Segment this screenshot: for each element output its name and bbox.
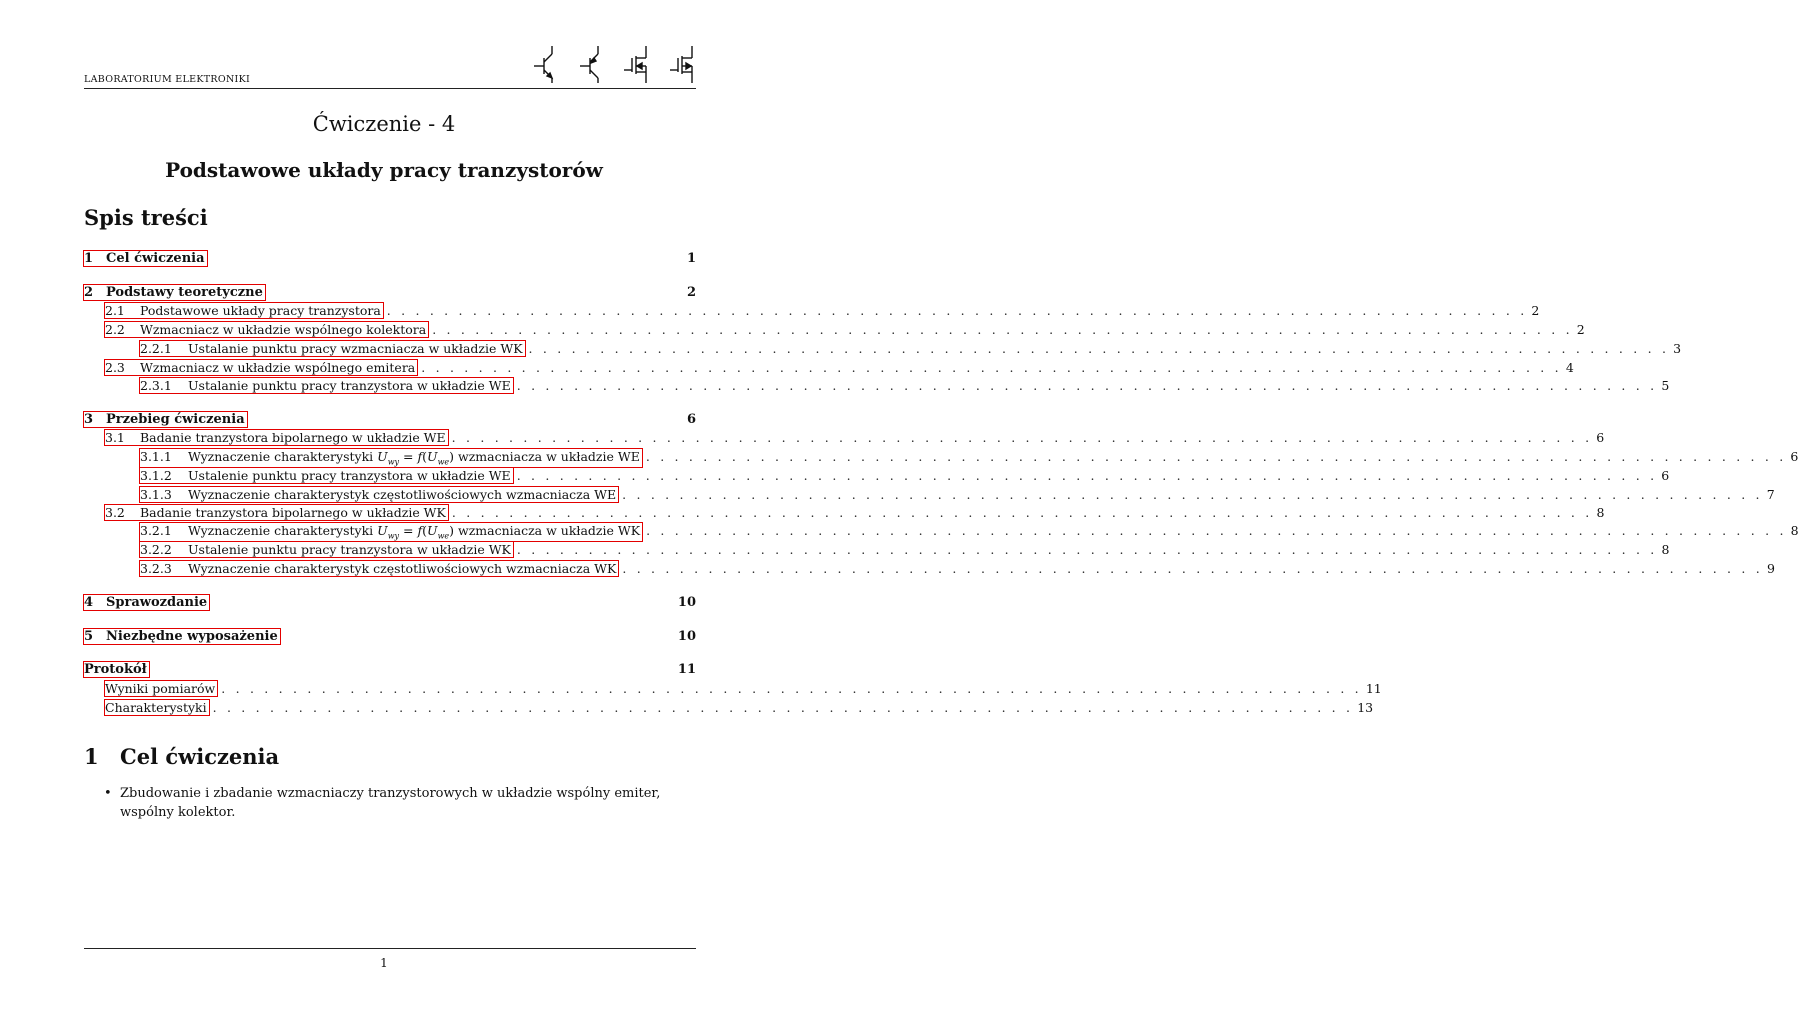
npn-transistor-icon — [534, 46, 552, 83]
bullet-text: Zbudowanie i zbadanie wzmacniaczy tranzystorowych w układzie wspólny emiter, wspólny kolektor. — [120, 786, 661, 820]
toc-link[interactable] — [140, 378, 513, 393]
toc-leader: . . . . . . . . . . . . . . . . . . . . . . . . . . . . . . . . . . . . . . . . . . . . . . . . . . . . . . . . . . . . . . . . . . . . . . . . . . . . . . . . — [528, 341, 1670, 356]
toc-leader: . . . . . . . . . . . . . . . . . . . . . . . . . . . . . . . . . . . . . . . . . . . . . . . . . . . . . . . . . . . . . . . . . . . . . . . . . . . . . . . . — [432, 322, 1573, 337]
toc-leader: . . . . . . . . . . . . . . . . . . . . . . . . . . . . . . . . . . . . . . . . . . . . . . . . . . . . . . . . . . . . . . . . . . . . . . . . . . . . . . . . — [221, 681, 1362, 696]
toc-label: Ustalenie punktu pracy tranzystora w układzie WK — [188, 542, 511, 557]
toc-page-number: 9 — [1766, 561, 1775, 576]
toc-label: Ustalanie punktu pracy tranzystora w układzie WE — [188, 378, 511, 393]
toc-page-number: 10 — [677, 629, 696, 644]
toc-page-number: 2 — [686, 285, 696, 300]
toc-label: Podstawowe układy pracy tranzystora — [140, 303, 381, 318]
toc-link[interactable] — [105, 303, 383, 318]
toc-link[interactable] — [140, 341, 525, 356]
toc-label: Protokół — [84, 662, 147, 677]
toc-label: Wzmacniacz w układzie wspólnego kolektora — [140, 322, 427, 337]
toc-leader: . . . . . . . . . . . . . . . . . . . . . . . . . . . . . . . . . . . . . . . . . . . . . . . . . . . . . . . . . . . . . . . . . . . . . . . . . . . . . . . . — [646, 523, 1787, 538]
footer-rule — [84, 948, 696, 949]
toc-entry[interactable] — [84, 487, 1775, 502]
toc-entry[interactable] — [84, 629, 696, 644]
toc-label: Badanie tranzystora bipolarnego w układzie WE — [140, 430, 446, 445]
toc-label: Niezbędne wyposażenie — [106, 629, 278, 644]
section-title: Cel ćwiczenia — [120, 744, 280, 769]
toc-link[interactable] — [105, 700, 209, 715]
toc-link[interactable] — [84, 595, 209, 610]
toc-link[interactable] — [140, 487, 618, 502]
toc-leader: . . . . . . . . . . . . . . . . . . . . . . . . . . . . . . . . . . . . . . . . . . . . . . . . . . . . . . . . . . . . . . . . . . . . . . . . . . . . . . . . — [451, 430, 1593, 445]
header-rule — [84, 88, 696, 89]
toc-link[interactable] — [140, 542, 513, 557]
toc-leader: . . . . . . . . . . . . . . . . . . . . . . . . . . . . . . . . . . . . . . . . . . . . . . . . . . . . . . . . . . . . . . . . . . . . . . . . . . . . . . . . — [516, 468, 1658, 483]
toc-entry[interactable] — [84, 303, 1540, 318]
toc-link[interactable] — [84, 662, 149, 677]
toc-page-number: 2 — [1576, 322, 1585, 337]
toc-page-number: 8 — [1661, 542, 1670, 557]
running-header: LABORATORIUM ELEKTRONIKI — [84, 74, 251, 85]
toc-leader: . . . . . . . . . . . . . . . . . . . . . . . . . . . . . . . . . . . . . . . . . . . . . . . . . . . . . . . . . . . . . . . . . . . . . . . . . . . . . . . . — [516, 542, 1658, 557]
bullet-icon: • — [104, 786, 112, 801]
toc-label: Podstawy teoretyczne — [106, 285, 263, 300]
toc-link[interactable] — [140, 468, 513, 483]
toc-label: Wyznaczenie charakterystyki $U_{wy} = f(U_{we})$ wzmacniacza w układzie WK — [188, 523, 641, 541]
toc-label: Wyznaczenie charakterystyki $U_{wy} = f(U_{we})$ wzmacniacza w układzie WE — [188, 449, 640, 467]
toc-label: Cel ćwiczenia — [106, 251, 205, 266]
toc-number: 1 — [84, 251, 94, 266]
toc-number: 2.2 — [105, 322, 125, 337]
toc-entry[interactable] — [84, 523, 1799, 541]
bullet-list-item — [104, 784, 698, 822]
toc-link[interactable] — [140, 561, 618, 576]
section-1-heading — [84, 744, 279, 769]
toc-entry[interactable] — [84, 412, 696, 427]
toc-leader: . . . . . . . . . . . . . . . . . . . . . . . . . . . . . . . . . . . . . . . . . . . . . . . . . . . . . . . . . . . . . . . . . . . . . . . . . . . . . . . . — [421, 360, 1562, 375]
toc-page-number: 11 — [1365, 681, 1382, 696]
toc-entry[interactable] — [84, 360, 1574, 375]
toc-page-number: 13 — [1357, 700, 1374, 715]
toc-number: 2.3 — [105, 360, 125, 375]
toc-leader: . . . . . . . . . . . . . . . . . . . . . . . . . . . . . . . . . . . . . . . . . . . . . . . . . . . . . . . . . . . . . . . . . . . . . . . . . . . . . . . . — [622, 561, 1763, 576]
toc-entry[interactable] — [84, 378, 1670, 393]
toc-entry[interactable] — [84, 285, 696, 300]
toc-number: 3.1 — [105, 430, 125, 445]
toc-label: Sprawozdanie — [106, 595, 208, 610]
toc-page-number: 1 — [686, 251, 696, 266]
toc-entry[interactable] — [84, 681, 1382, 696]
toc-page-number: 6 — [686, 412, 696, 427]
toc-leader: . . . . . . . . . . . . . . . . . . . . . . . . . . . . . . . . . . . . . . . . . . . . . . . . . . . . . . . . . . . . . . . . . . . . . . . . . . . . . . . . — [451, 505, 1593, 520]
toc-page-number: 6 — [1661, 468, 1670, 483]
toc-entry[interactable] — [84, 322, 1585, 337]
toc-link[interactable] — [84, 629, 280, 644]
toc-leader: . . . . . . . . . . . . . . . . . . . . . . . . . . . . . . . . . . . . . . . . . . . . . . . . . . . . . . . . . . . . . . . . . . . . . . . . . . . . . . . . — [516, 378, 1658, 393]
toc-entry[interactable] — [84, 468, 1670, 483]
toc-number: 3.2.2 — [140, 542, 172, 557]
toc-number: 4 — [84, 595, 94, 610]
toc-number: 2.3.1 — [140, 378, 172, 393]
toc-link[interactable] — [140, 523, 642, 541]
toc-page-number: 3 — [1673, 341, 1682, 356]
toc-entry[interactable] — [84, 505, 1605, 520]
toc-page-number: 11 — [677, 662, 696, 677]
toc-label: Badanie tranzystora bipolarnego w układzie WK — [140, 505, 446, 520]
toc-label: Ustalenie punktu pracy tranzystora w układzie WE — [188, 468, 511, 483]
p-mosfet-icon — [670, 46, 692, 83]
transistor-symbols — [532, 42, 698, 84]
toc-page-number: 4 — [1565, 360, 1574, 375]
toc-link[interactable] — [105, 505, 448, 520]
toc-page-number: 6 — [1596, 430, 1605, 445]
section-number: 1 — [84, 744, 99, 769]
toc-link[interactable] — [140, 449, 642, 467]
pnp-transistor-icon — [580, 46, 598, 83]
toc-label: Przebieg ćwiczenia — [106, 412, 245, 427]
toc-link[interactable] — [84, 251, 207, 266]
main-title: Podstawowe układy pracy tranzystorów — [165, 158, 603, 182]
toc-link[interactable] — [105, 681, 217, 696]
toc-label: Wyznaczenie charakterystyk częstotliwościowych wzmacniacza WE — [188, 487, 617, 502]
toc-page-number: 2 — [1531, 303, 1540, 318]
toc-entry[interactable] — [84, 341, 1682, 356]
page-number: 1 — [380, 956, 388, 970]
toc-number: 2.2.1 — [140, 341, 172, 356]
toc-number: 5 — [84, 629, 94, 644]
toc-leader: . . . . . . . . . . . . . . . . . . . . . . . . . . . . . . . . . . . . . . . . . . . . . . . . . . . . . . . . . . . . . . . . . . . . . . . . . . . . . . . . — [622, 487, 1763, 502]
toc-entry[interactable] — [84, 700, 1374, 715]
toc-link[interactable] — [84, 412, 247, 427]
toc-label: Ustalanie punktu pracy wzmacniacza w układzie WK — [188, 341, 523, 356]
toc-number: 3.2 — [105, 505, 125, 520]
toc-entry[interactable] — [84, 251, 696, 266]
toc-leader: . . . . . . . . . . . . . . . . . . . . . . . . . . . . . . . . . . . . . . . . . . . . . . . . . . . . . . . . . . . . . . . . . . . . . . . . . . . . . . . . — [212, 700, 1354, 715]
toc-link[interactable] — [105, 430, 448, 445]
toc-link[interactable] — [84, 285, 265, 300]
toc-label: Wyniki pomiarów — [105, 681, 216, 696]
toc-label: Wzmacniacz w układzie wspólnego emitera — [140, 360, 416, 375]
toc-number: 3.1.1 — [140, 449, 172, 464]
toc-page-number: 8 — [1790, 523, 1799, 538]
toc-label: Charakterystyki — [105, 700, 207, 715]
toc-heading: Spis treści — [84, 205, 208, 230]
toc-entry[interactable] — [84, 542, 1670, 557]
toc-label: Wyznaczenie charakterystyk częstotliwościowych wzmacniacza WK — [188, 561, 617, 576]
toc-page-number: 5 — [1661, 378, 1670, 393]
toc-number: 3.2.3 — [140, 561, 172, 576]
toc-entry[interactable] — [84, 561, 1775, 576]
toc-link[interactable] — [105, 322, 428, 337]
toc-entry[interactable] — [84, 662, 696, 677]
toc-number: 3.1.2 — [140, 468, 172, 483]
toc-page-number: 10 — [677, 595, 696, 610]
toc-number: 2 — [84, 285, 94, 300]
toc-number: 3.1.3 — [140, 487, 172, 502]
toc-number: 3 — [84, 412, 94, 427]
toc-page-number: 8 — [1596, 505, 1605, 520]
toc-number: 2.1 — [105, 303, 125, 318]
toc-entry[interactable] — [84, 430, 1605, 445]
toc-entry[interactable] — [84, 595, 696, 610]
toc-leader: . . . . . . . . . . . . . . . . . . . . . . . . . . . . . . . . . . . . . . . . . . . . . . . . . . . . . . . . . . . . . . . . . . . . . . . . . . . . . . . . — [386, 303, 1528, 318]
toc-page-number: 6 — [1790, 449, 1799, 464]
toc-leader: . . . . . . . . . . . . . . . . . . . . . . . . . . . . . . . . . . . . . . . . . . . . . . . . . . . . . . . . . . . . . . . . . . . . . . . . . . . . . . . . — [645, 449, 1787, 464]
toc-entry[interactable] — [84, 449, 1799, 467]
n-mosfet-icon — [624, 46, 646, 83]
toc-page-number: 7 — [1766, 487, 1775, 502]
exercise-title: Ćwiczenie - 4 — [312, 112, 456, 136]
toc-number: 3.2.1 — [140, 523, 172, 538]
toc-link[interactable] — [105, 360, 417, 375]
